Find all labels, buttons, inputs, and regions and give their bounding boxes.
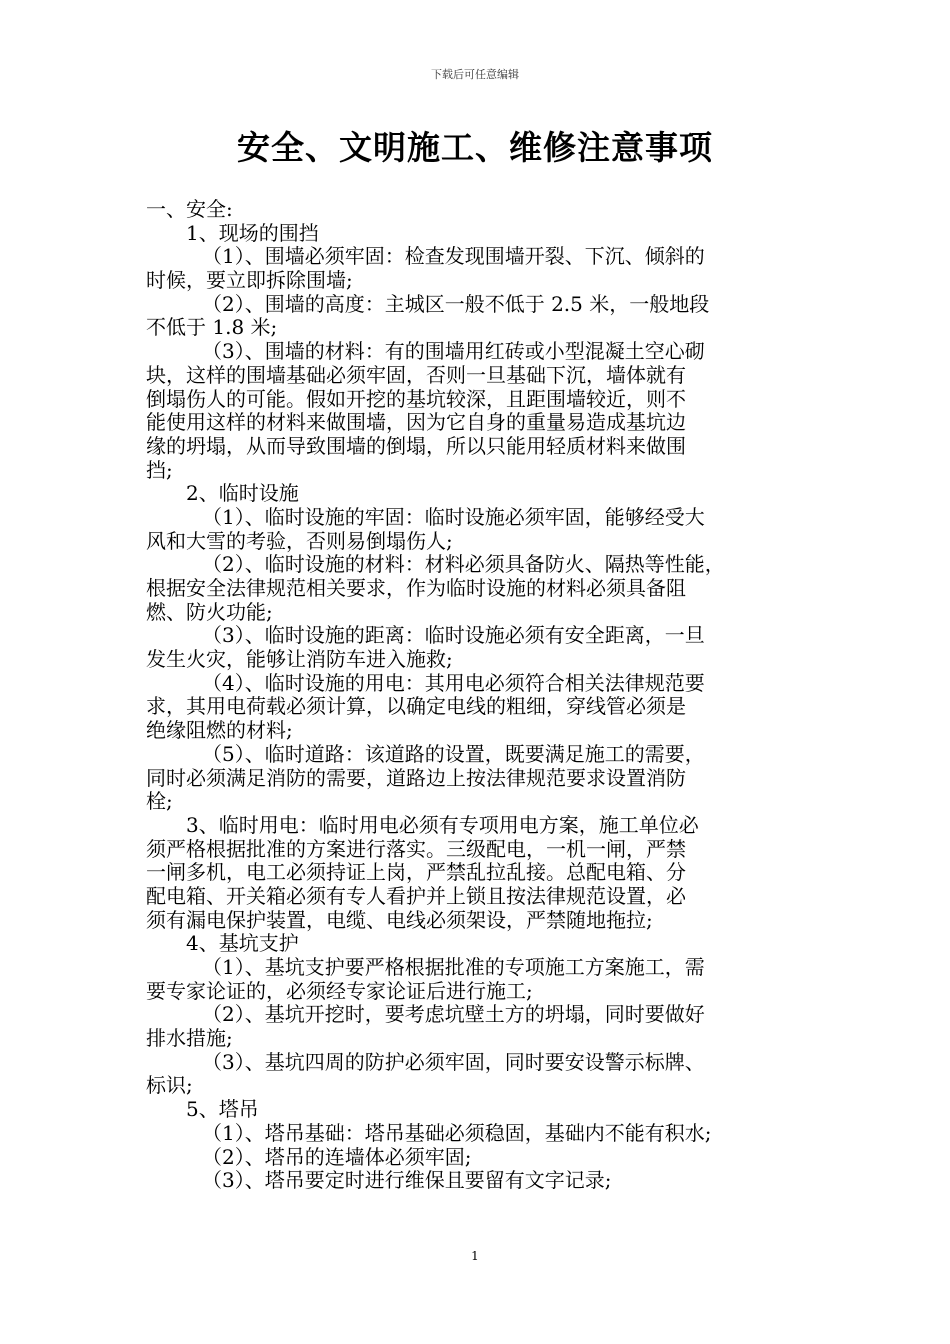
text-line: 一闸多机，电工必须持证上岗，严禁乱拉乱接。总配电箱、分: [146, 860, 686, 885]
text-line: 不低于 1.8 米;: [146, 315, 278, 340]
text-line: 5、塔吊: [186, 1097, 259, 1122]
text-line: 绝缘阻燃的材料;: [146, 718, 293, 743]
text-line: 燃、防火功能;: [146, 599, 273, 624]
text-line: 4、基坑支护: [186, 931, 299, 956]
page-number: 1: [471, 1249, 479, 1263]
document-body: [146, 198, 816, 1193]
text-line: （4）、临时设施的用电：其用电必须符合相关法律规范要: [202, 670, 705, 695]
text-line: 须有漏电保护装置，电缆、电线必须架设，严禁随地拖拉;: [146, 907, 653, 932]
text-line: （5）、临时道路：该道路的设置，既要满足施工的需要，: [202, 741, 705, 766]
page-header: 下载后可任意编辑: [431, 68, 519, 81]
text-line: 排水措施;: [146, 1026, 233, 1051]
text-line: （3）、塔吊要定时进行维保且要留有文字记录;: [202, 1168, 612, 1193]
text-line: （3）、临时设施的距离：临时设施必须有安全距离，一旦: [202, 623, 705, 648]
text-line: 能使用这样的材料来做围墙，因为它自身的重量易造成基坑边: [146, 410, 686, 435]
text-line: 发生火灾，能够让消防车进入施救;: [146, 647, 453, 672]
text-line: （3）、基坑四周的防护必须牢固，同时要安设警示标牌、: [202, 1049, 705, 1074]
text-line: 缘的坍塌，从而导致围墙的倒塌，所以只能用轻质材料来做围: [146, 433, 686, 458]
text-line: （3）、围墙的材料：有的围墙用红砖或小型混凝土空心砌: [202, 339, 705, 364]
text-line: 3、临时用电：临时用电必须有专项用电方案，施工单位必: [186, 812, 699, 837]
text-line: 求，其用电荷载必须计算，以确定电线的粗细，穿线管必须是: [146, 694, 686, 719]
text-line: （1）、临时设施的牢固：临时设施必须牢固，能够经受大: [202, 504, 705, 529]
text-line: （1）、塔吊基础：塔吊基础必须稳固，基础内不能有积水;: [202, 1120, 712, 1145]
text-line: 同时必须满足消防的需要，道路边上按法律规范要求设置消防: [146, 765, 686, 790]
text-line: （2）、塔吊的连墙体必须牢固;: [202, 1144, 472, 1169]
text-line: 时候，要立即拆除围墙;: [146, 268, 353, 293]
text-line: 倒塌伤人的可能。假如开挖的基坑较深，且距围墙较近，则不: [146, 386, 686, 411]
text-line: 风和大雪的考验，否则易倒塌伤人;: [146, 528, 453, 553]
text-line: （1）、围墙必须牢固：检查发现围墙开裂、下沉、倾斜的: [202, 244, 705, 269]
document-title: 安全、文明施工、维修注意事项: [237, 128, 713, 167]
text-line: 挡;: [146, 457, 173, 482]
text-line: 配电箱、开关箱必须有专人看护并上锁且按法律规范设置，必: [146, 883, 686, 908]
text-line: （1）、基坑支护要严格根据批准的专项施工方案施工，需: [202, 955, 705, 979]
text-line: 2、临时设施: [186, 481, 299, 506]
text-line: 1、现场的围挡: [186, 220, 319, 245]
text-line: 要专家论证的，必须经专家论证后进行施工;: [146, 978, 533, 1003]
text-line: 须严格根据批准的方案进行落实。三级配电，一机一闸，严禁: [146, 836, 686, 861]
text-line: 标识;: [146, 1073, 193, 1098]
text-line: 根据安全法律规范相关要求，作为临时设施的材料必须具备阻: [146, 576, 686, 600]
text-line: 块，这样的围墙基础必须牢固，否则一旦基础下沉，墙体就有: [146, 362, 686, 387]
text-line: 栓;: [146, 789, 173, 814]
text-line: （2）、基坑开挖时，要考虑坑壁土方的坍塌，同时要做好: [202, 1002, 705, 1027]
text-line: （2）、围墙的高度：主城区一般不低于 2.5 米，一般地段: [202, 291, 710, 316]
text-line: （2）、临时设施的材料：材料必须具备防火、隔热等性能，: [202, 552, 725, 577]
text-line: 一、安全:: [146, 197, 233, 221]
